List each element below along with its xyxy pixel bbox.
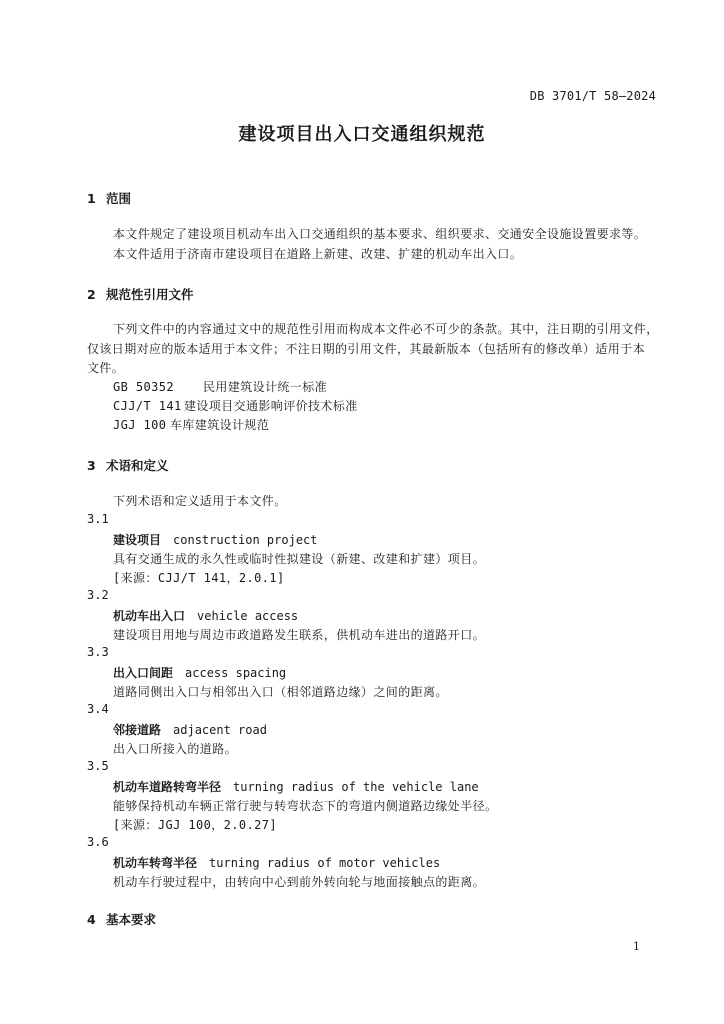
section-title: 基本要求 <box>106 912 157 927</box>
section-number: 2 <box>87 287 96 302</box>
term-entry <box>113 854 440 871</box>
clause-number: 3.2 <box>87 588 109 602</box>
term-definition: 具有交通生成的永久性或临时性拟建设（新建、改建和扩建）项目。 <box>113 552 486 566</box>
reference-name: 建设项目交通影响评价技术标准 <box>184 399 358 413</box>
term-definition: 建设项目用地与周边市政道路发生联系，供机动车进出的道路开口。 <box>113 628 486 642</box>
clause-number: 3.1 <box>87 512 109 526</box>
term-en: vehicle access <box>197 609 299 623</box>
document-number: DB 3701/T 58—2024 <box>529 89 656 103</box>
section-heading-1 <box>87 189 131 207</box>
term-en: turning radius of the vehicle lane <box>233 780 479 794</box>
reference-code: JGJ 100 <box>113 418 167 432</box>
term-definition: 能够保持机动车辆正常行驶与转弯状态下的弯道内侧道路边缘处半径。 <box>113 799 498 813</box>
term-en: construction project <box>173 533 318 547</box>
term-entry <box>113 531 318 548</box>
section-number: 1 <box>87 191 96 206</box>
term-en: turning radius of motor vehicles <box>209 856 441 870</box>
section-number: 3 <box>87 458 96 473</box>
term-entry <box>113 778 479 795</box>
section-heading-4 <box>87 910 156 928</box>
section-title: 规范性引用文件 <box>106 287 194 302</box>
term-source: [来源：CJJ/T 141，2.0.1] <box>113 571 285 585</box>
reference-name: 车库建筑设计规范 <box>170 418 270 432</box>
term-zh: 出入口间距 <box>113 666 174 680</box>
term-zh: 机动车道路转弯半径 <box>113 780 222 794</box>
term-entry <box>113 664 286 681</box>
paragraph-line: 仅该日期对应的版本适用于本文件；不注日期的引用文件，其最新版本（包括所有的修改单）适用于本 <box>87 342 646 356</box>
paragraph-line: 文件。 <box>87 361 125 375</box>
section-heading-3 <box>87 456 169 474</box>
term-definition: 道路同侧出入口与相邻出入口（相邻道路边缘）之间的距离。 <box>113 685 448 699</box>
term-entry <box>113 607 298 624</box>
term-zh: 机动车出入口 <box>113 609 186 623</box>
clause-number: 3.6 <box>87 835 109 849</box>
term-zh: 机动车转弯半径 <box>113 856 198 870</box>
reference-name: 民用建筑设计统一标准 <box>203 380 328 394</box>
paragraph: 下列术语和定义适用于本文件。 <box>113 494 287 508</box>
paragraph-line: 下列文件中的内容通过文中的规范性引用而构成本文件必不可少的条款。其中，注日期的引用文件， <box>113 322 659 336</box>
section-number: 4 <box>87 912 96 927</box>
term-entry <box>113 721 267 738</box>
reference-item <box>113 416 269 433</box>
section-heading-2 <box>87 285 194 303</box>
term-definition: 机动车行驶过程中，由转向中心到前外转向轮与地面接触点的距离。 <box>113 875 486 889</box>
reference-code: GB 50352 <box>113 380 174 394</box>
term-en: access spacing <box>185 666 287 680</box>
term-definition: 出入口所接入的道路。 <box>113 742 238 756</box>
paragraph: 本文件适用于济南市建设项目在道路上新建、改建、扩建的机动车出入口。 <box>113 247 523 261</box>
section-title: 范围 <box>106 191 132 206</box>
term-source: [来源：JGJ 100，2.0.27] <box>113 818 277 832</box>
clause-number: 3.4 <box>87 702 109 716</box>
reference-code: CJJ/T 141 <box>113 399 182 413</box>
term-zh: 建设项目 <box>113 533 162 547</box>
page-title: 建设项目出入口交通组织规范 <box>238 124 486 145</box>
page-number: 1 <box>633 940 640 953</box>
clause-number: 3.3 <box>87 645 109 659</box>
clause-number: 3.5 <box>87 759 109 773</box>
section-title: 术语和定义 <box>106 458 169 473</box>
paragraph: 本文件规定了建设项目机动车出入口交通组织的基本要求、组织要求、交通安全设施设置要求等。 <box>113 227 647 241</box>
term-en: adjacent road <box>173 723 267 737</box>
term-zh: 邻接道路 <box>113 723 162 737</box>
reference-item <box>113 397 358 414</box>
reference-item <box>113 378 327 395</box>
